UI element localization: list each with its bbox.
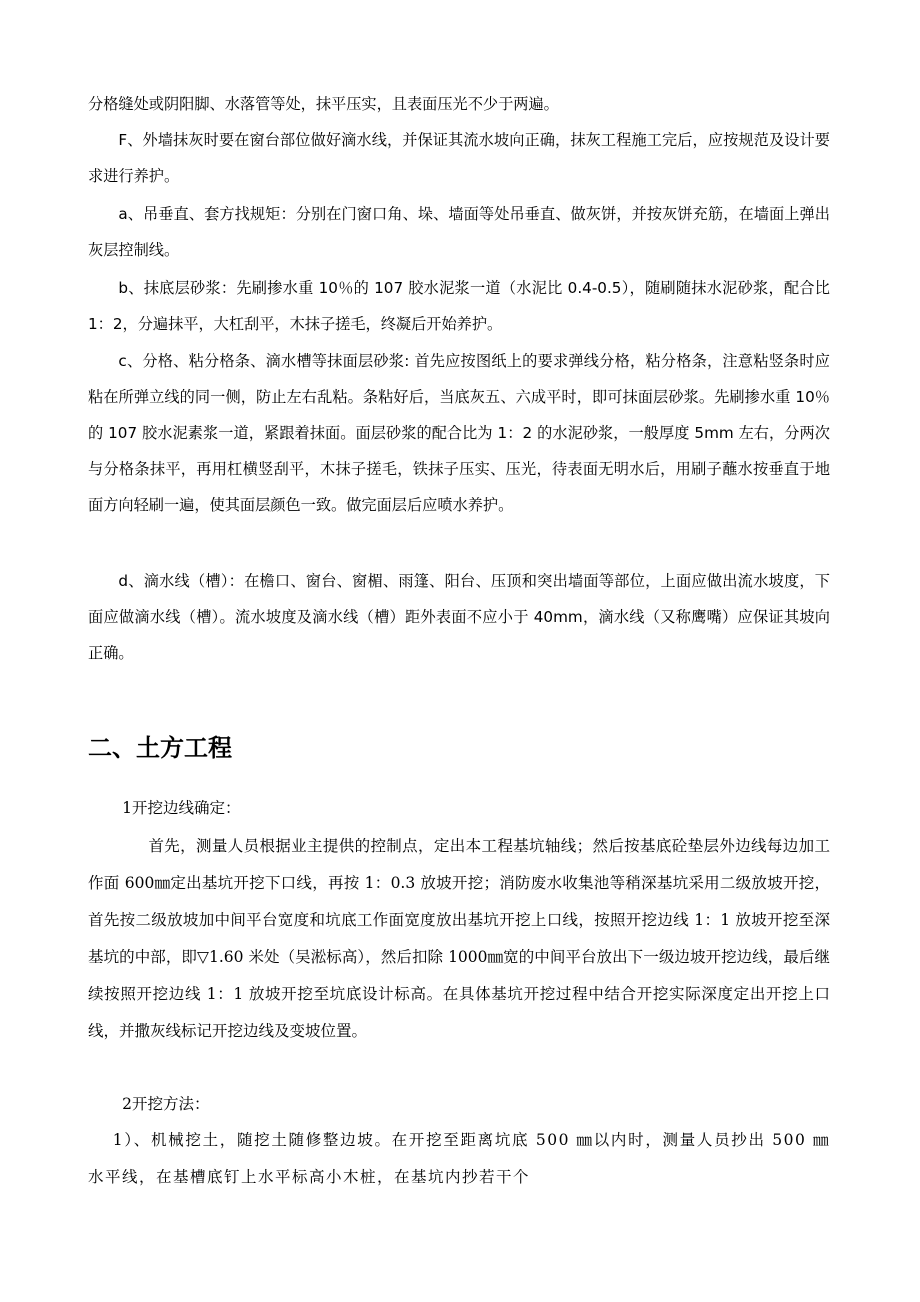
paragraph-excavation-line: 首先，测量人员根据业主提供的控制点，定出本工程基坑轴线；然后按基底砼垫层外边线每边加工作面 600㎜定出基坑开挖下口线，再按 1：0.3 放坡开挖；消防废水收集池等稍深基坑采用二级放坡开挖，首先按二级放坡加中间平台宽度和坑底工作面宽度放出基坑开挖上口线，按照开挖边线 1：1 放坡开挖至深基坑的中部，即▽1.60 米处（吴淞标高），然后扣除 1000㎜宽的中间平台放出下一级边坡开挖边线，最后继续按照开挖边线 1：1 放坡开挖至坑底设计标高。在具体基坑开挖过程中结合开挖实际深度定出开挖上口线，并撒灰线标记开挖边线及变坡位置。 [88, 837, 830, 1040]
paragraph-b: b、抹底层砂浆：先刷掺水重 10％的 107 胶水泥浆一道（水泥比 0.4-0.5），随刷随抹水泥砂浆，配合比 1：2，分遍抹平，大杠刮平，木抹子搓毛，终凝后开始养护。 [88, 279, 830, 333]
paragraph-a: a、吊垂直、套方找规矩：分别在门窗口角、垛、墙面等处吊垂直、做灰饼，并按灰饼充筋，在墙面上弹出灰层控制线。 [88, 205, 830, 259]
paragraph-excavation-method: 1）、机械挖土，随挖土随修整边坡。在开挖至距离坑底 500 ㎜以内时，测量人员抄出 500 ㎜水平线，在基槽底钉上水平标高小木桩，在基坑内抄若干个 [88, 1131, 830, 1186]
section-heading: 二、土方工程 [88, 734, 232, 762]
paragraph-d: d、滴水线（槽）：在檐口、窗台、窗楣、雨篷、阳台、压顶和突出墙面等部位，上面应做出流水坡度，下面应做滴水线（槽）。流水坡度及滴水线（槽）距外表面不应小于 40mm，滴水线（又称鹰嘴）应保证其坡向正确。 [88, 572, 830, 662]
paragraph-continuation: 分格缝处或阴阳脚、水落管等处，抹平压实，且表面压光不少于两遍。 [88, 95, 559, 113]
paragraph-c: c、分格、粘分格条、滴水槽等抹面层砂浆: 首先应按图纸上的要求弹线分格，粘分格条，注意粘竖条时应粘在所弹立线的同一侧，防止左右乱粘。条粘好后，当底灰五、六成平时，即可抹面层砂浆。先刷掺水重 10％的 107 胶水泥素浆一道，紧跟着抹面。面层砂浆的配合比为 1：2 的水泥砂浆，一般厚度 5mm 左右，分两次与分格条抹平，再用杠横竖刮平，木抹子搓毛，铁抹子压实、压光，待表面无明水后，用刷子蘸水按垂直于地面方向轻刷一遍，使其面层颜色一致。做完面层后应喷水养护。 [88, 352, 830, 514]
subheading-excavation-line: 1开挖边线确定： [122, 799, 241, 817]
paragraph-F: F、外墙抹灰时要在窗台部位做好滴水线，并保证其流水坡向正确，抹灰工程施工完后，应按规范及设计要求进行养护。 [88, 131, 830, 185]
subheading-excavation-method: 2开挖方法： [122, 1095, 210, 1113]
